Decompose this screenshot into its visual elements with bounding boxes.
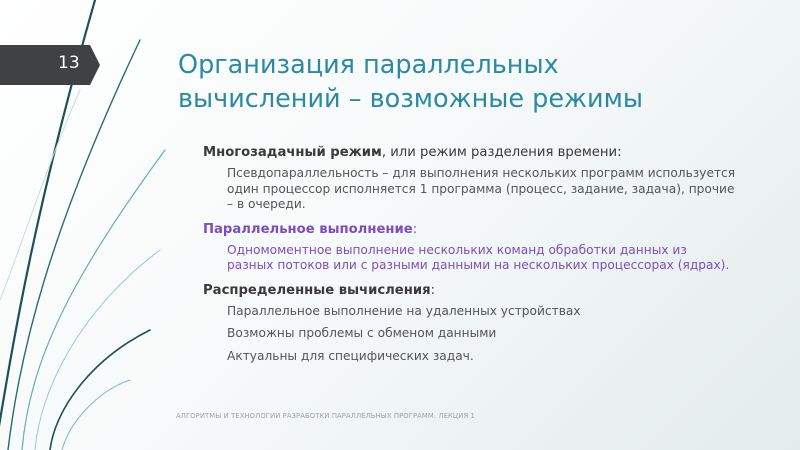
bullet-list: [176, 143, 736, 371]
slide-footer: АЛГОРИТМЫ И ТЕХНОЛОГИИ РАЗРАБОТКИ ПАРАЛЛЕЛЬНЫХ ПРОГРАММ. ЛЕКЦИЯ 1: [176, 412, 475, 420]
bullet-text: :: [412, 221, 418, 237]
page-number: 13: [58, 53, 80, 73]
page-number-badge: [0, 45, 100, 85]
bullet-multitask: [176, 143, 736, 162]
slide-title: [178, 48, 738, 116]
sub-bullet: [176, 326, 736, 342]
sub-bullet-text: Актуальны для специфических задач.: [227, 348, 474, 363]
bullet-parallel: [176, 220, 736, 239]
sub-bullet: [176, 304, 736, 320]
bullet-heading: Распределенные вычисления: [203, 282, 431, 298]
bullet-distributed: [176, 281, 736, 300]
bullet-text: , или режим разделения времени:: [381, 145, 622, 160]
title-line-1: Организация параллельных: [178, 50, 559, 80]
bullet-text: :: [430, 282, 436, 298]
sub-bullet-text: Параллельное выполнение на удаленных устройствах: [227, 303, 581, 318]
title-line-2: вычислений – возможные режимы: [178, 84, 643, 114]
sub-bullet-text: Возможны проблемы с обменом данными: [227, 326, 497, 340]
bullet-heading: Многозадачный режим: [203, 145, 382, 160]
sub-bullet: [176, 243, 736, 274]
sub-bullet-text: Одномоментное выполнение нескольких команд обработки данных из разных потоков или с разными данными на нескольких процессорах (ядрах).: [227, 242, 730, 272]
bullet-heading: Параллельное выполнение: [203, 221, 413, 237]
sub-bullet-text: Псевдопараллельность – для выполнения нескольких программ используется один процессор исполняется 1 программа (процесс, задание, задача), прочие – в очереди.: [227, 166, 736, 211]
sub-bullet: [176, 166, 736, 213]
sub-bullet: [176, 349, 736, 365]
